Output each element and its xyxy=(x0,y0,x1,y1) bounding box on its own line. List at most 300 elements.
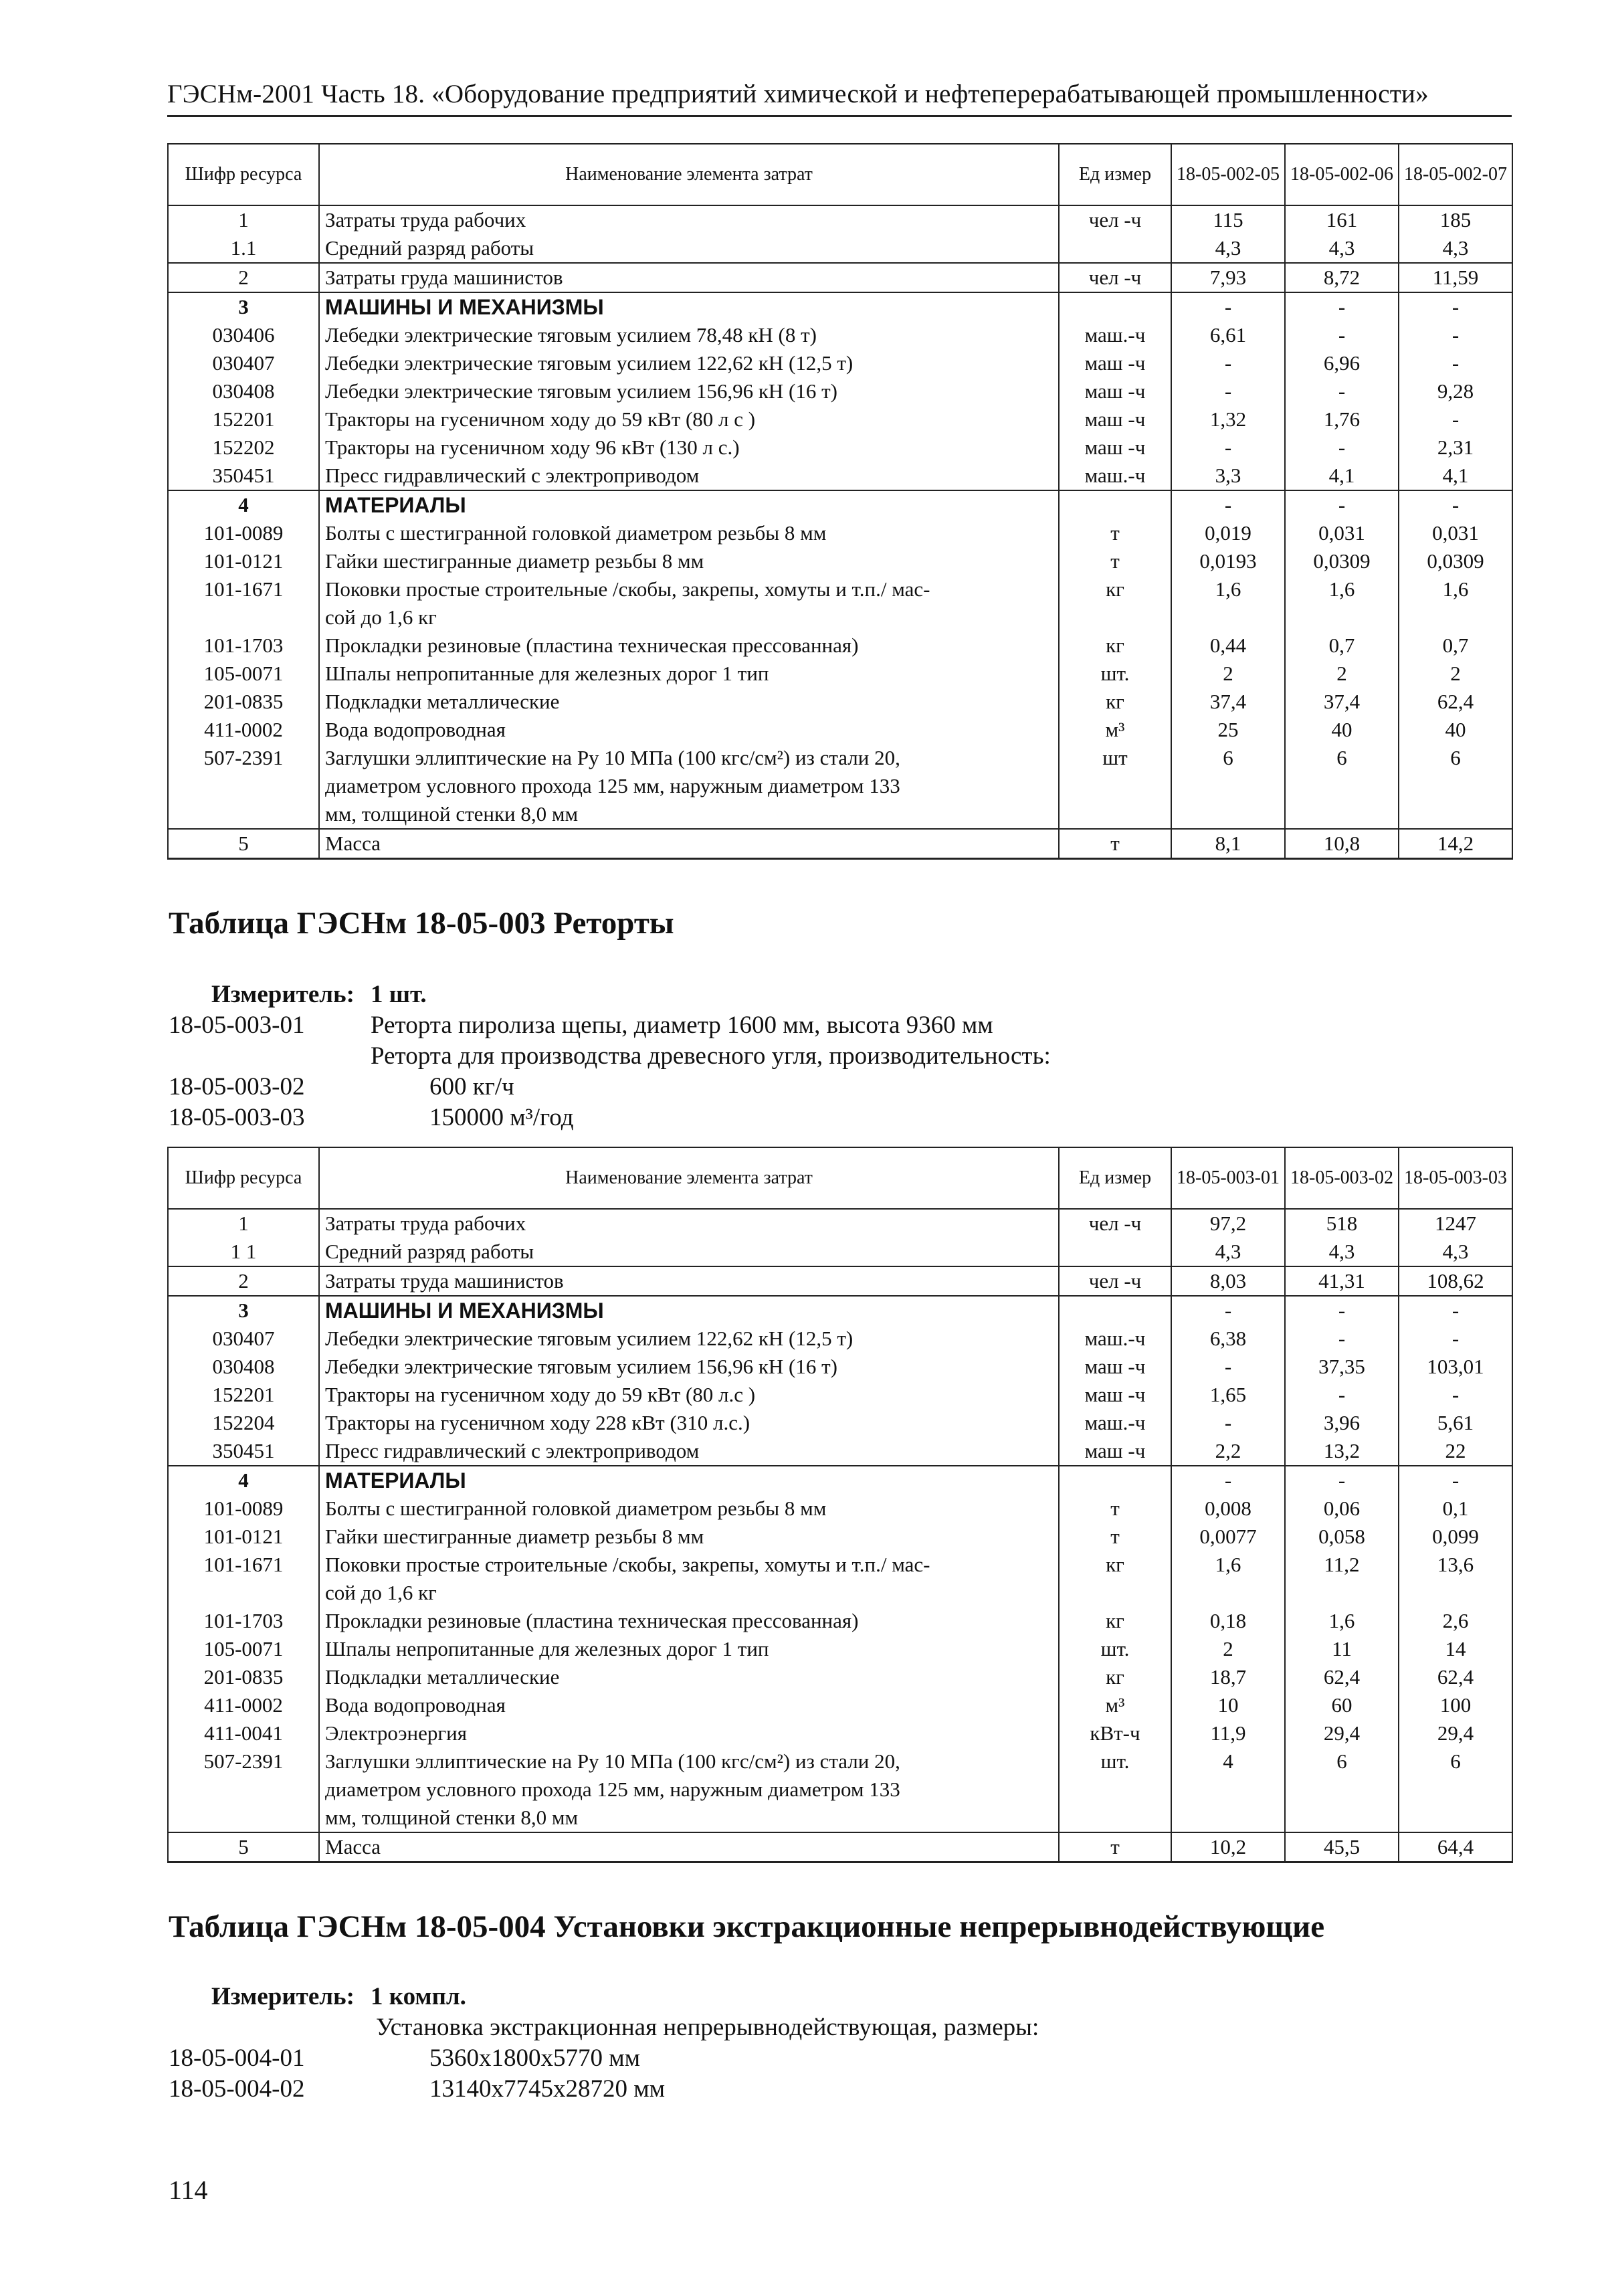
resource-code: 101-1703 xyxy=(168,632,319,660)
measure-unit: 1 компл. xyxy=(371,1983,466,2010)
resource-name xyxy=(319,1832,1059,1862)
row-name-line: Затраты труда рабочих xyxy=(325,208,526,231)
norm-value: - xyxy=(1399,1381,1512,1409)
resource-unit: кг xyxy=(1059,688,1171,716)
resource-table-18-05-003 xyxy=(167,1147,1513,1863)
resource-code: 030406 xyxy=(168,321,319,349)
norm-value: 6 xyxy=(1285,1747,1399,1832)
resource-unit xyxy=(1059,1466,1171,1495)
resource-name xyxy=(319,1381,1059,1409)
resource-code: 152204 xyxy=(168,1409,319,1437)
row-name-line: Пресс гидравлический с электроприводом xyxy=(325,464,700,487)
item-description: 5360x1800x5770 мм xyxy=(429,2044,641,2072)
norm-value: 62,4 xyxy=(1285,1663,1399,1691)
resource-name xyxy=(319,1635,1059,1663)
norm-value: - xyxy=(1399,490,1512,519)
norm-value: - xyxy=(1285,1381,1399,1409)
resource-code: 411-0002 xyxy=(168,1691,319,1719)
resource-code: 201-0835 xyxy=(168,688,319,716)
resource-unit: маш.-ч xyxy=(1059,1409,1171,1437)
norm-value: - xyxy=(1171,490,1285,519)
row-name-line: МАТЕРИАЛЫ xyxy=(325,493,466,517)
resource-code: 030408 xyxy=(168,377,319,405)
norm-value: 0,0309 xyxy=(1399,547,1512,575)
resource-name xyxy=(319,1353,1059,1381)
norm-value: - xyxy=(1399,1296,1512,1325)
row-name-line: Лебедки электрические тяговым усилием 156,96 кН (16 т) xyxy=(325,379,837,403)
table-row xyxy=(168,1691,1512,1719)
resource-unit: кг xyxy=(1059,1607,1171,1635)
resource-unit: кВт-ч xyxy=(1059,1719,1171,1747)
norm-value: 6 xyxy=(1285,744,1399,829)
norm-value: 2,31 xyxy=(1399,434,1512,462)
resource-name xyxy=(319,205,1059,234)
norm-value: 1,65 xyxy=(1171,1381,1285,1409)
table-row xyxy=(168,1353,1512,1381)
resource-code: 1 1 xyxy=(168,1238,319,1266)
row-name-line: Поковки простые строительные /скобы, закрепы, хомуты и т.п./ мас- xyxy=(325,577,930,601)
norm-value: 11,59 xyxy=(1399,263,1512,292)
column-header-unit: Ед измер xyxy=(1059,144,1171,205)
norm-value: 1,6 xyxy=(1285,575,1399,632)
norm-value: 8,1 xyxy=(1171,829,1285,859)
resource-unit xyxy=(1059,234,1171,263)
resource-unit: чел -ч xyxy=(1059,1209,1171,1238)
row-name-line: Масса xyxy=(325,832,381,855)
item-code: 18-05-003-03 xyxy=(169,1104,305,1131)
norm-value: - xyxy=(1171,377,1285,405)
resource-code: 030408 xyxy=(168,1353,319,1381)
row-name-line: Прокладки резиновые (пластина техническая прессованная) xyxy=(325,634,859,657)
resource-code: 2 xyxy=(168,1266,319,1296)
resource-unit xyxy=(1059,292,1171,321)
table-row xyxy=(168,462,1512,490)
resource-name xyxy=(319,575,1059,632)
norm-value: 37,4 xyxy=(1171,688,1285,716)
resource-name xyxy=(319,1663,1059,1691)
table-row xyxy=(168,1551,1512,1607)
row-name-line: мм, толщиной стенки 8,0 мм xyxy=(325,802,579,826)
row-name-line: Затраты труда рабочих xyxy=(325,1212,526,1235)
norm-value: 0,008 xyxy=(1171,1495,1285,1523)
resource-code: 101-0121 xyxy=(168,1523,319,1551)
resource-name xyxy=(319,349,1059,377)
resource-unit: маш -ч xyxy=(1059,405,1171,434)
column-header-norm: 18-05-003-03 xyxy=(1399,1147,1512,1209)
resource-table-18-05-002 xyxy=(167,143,1513,860)
resource-code: 101-0121 xyxy=(168,547,319,575)
row-name-line: Подкладки металлические xyxy=(325,690,560,713)
norm-value: 14,2 xyxy=(1399,829,1512,859)
item-description: 600 кг/ч xyxy=(429,1073,514,1101)
resource-code: 411-0002 xyxy=(168,716,319,744)
norm-value: 14 xyxy=(1399,1635,1512,1663)
table-row xyxy=(168,660,1512,688)
resource-code: 4 xyxy=(168,490,319,519)
norm-value: 40 xyxy=(1285,716,1399,744)
norm-value: - xyxy=(1285,321,1399,349)
column-header-unit: Ед измер xyxy=(1059,1147,1171,1209)
norm-value: 4,3 xyxy=(1399,1238,1512,1266)
row-name-line: Электроэнергия xyxy=(325,1721,467,1745)
table-row xyxy=(168,434,1512,462)
resource-unit: маш.-ч xyxy=(1059,462,1171,490)
resource-unit: т xyxy=(1059,519,1171,547)
norm-value: 161 xyxy=(1285,205,1399,234)
resource-code: 507-2391 xyxy=(168,1747,319,1832)
norm-value: 0,031 xyxy=(1399,519,1512,547)
norm-value: 1,6 xyxy=(1285,1607,1399,1635)
norm-value: 22 xyxy=(1399,1437,1512,1466)
measure-unit: 1 шт. xyxy=(371,981,427,1008)
resource-code: 2 xyxy=(168,263,319,292)
norm-value: - xyxy=(1399,292,1512,321)
resource-unit: кг xyxy=(1059,575,1171,632)
resource-code: 507-2391 xyxy=(168,744,319,829)
resource-code: 411-0041 xyxy=(168,1719,319,1747)
resource-unit xyxy=(1059,490,1171,519)
norm-value: 37,35 xyxy=(1285,1353,1399,1381)
table-row xyxy=(168,575,1512,632)
resource-unit: шт xyxy=(1059,744,1171,829)
row-name-line: Шпалы непропитанные для железных дорог 1 тип xyxy=(325,1637,769,1660)
table-title-18-05-003: Таблица ГЭСНм 18-05-003 Реторты xyxy=(169,906,674,941)
resource-name xyxy=(319,263,1059,292)
table-title-18-05-004: Таблица ГЭСНм 18-05-004 Установки экстракционные непрерывнодействующие xyxy=(169,1909,1325,1944)
row-name-line: МАТЕРИАЛЫ xyxy=(325,1468,466,1493)
column-header-name: Наименование элемента затрат xyxy=(319,144,1059,205)
resource-unit: кг xyxy=(1059,1663,1171,1691)
resource-unit: маш.-ч xyxy=(1059,1325,1171,1353)
norm-value: 11,2 xyxy=(1285,1551,1399,1607)
norm-value: 2,2 xyxy=(1171,1437,1285,1466)
resource-unit: т xyxy=(1059,547,1171,575)
norm-value: 6,61 xyxy=(1171,321,1285,349)
table-row xyxy=(168,1523,1512,1551)
resource-name xyxy=(319,519,1059,547)
norm-value: 1,6 xyxy=(1171,575,1285,632)
resource-name xyxy=(319,660,1059,688)
table-row xyxy=(168,519,1512,547)
resource-unit: маш -ч xyxy=(1059,377,1171,405)
column-header-name: Наименование элемента затрат xyxy=(319,1147,1059,1209)
norm-value: 29,4 xyxy=(1285,1719,1399,1747)
norm-value: 1,76 xyxy=(1285,405,1399,434)
table-row xyxy=(168,1607,1512,1635)
norm-value: 4,3 xyxy=(1171,1238,1285,1266)
resource-unit: м³ xyxy=(1059,1691,1171,1719)
norm-value: 108,62 xyxy=(1399,1266,1512,1296)
table-row xyxy=(168,1409,1512,1437)
row-name-line: Масса xyxy=(325,1835,381,1858)
resource-unit: кг xyxy=(1059,632,1171,660)
norm-value: - xyxy=(1285,1296,1399,1325)
norm-value: 1,6 xyxy=(1399,575,1512,632)
resource-code: 105-0071 xyxy=(168,1635,319,1663)
norm-value: - xyxy=(1171,1409,1285,1437)
norm-value: 45,5 xyxy=(1285,1832,1399,1862)
resource-unit: маш -ч xyxy=(1059,1353,1171,1381)
row-name-line: Затраты груда машинистов xyxy=(325,266,563,289)
resource-name xyxy=(319,1495,1059,1523)
resource-unit: маш -ч xyxy=(1059,1437,1171,1466)
row-name-line: Лебедки электрические тяговым усилием 122,62 кН (12,5 т) xyxy=(325,351,854,375)
column-header-code: Шифр ресурса xyxy=(168,144,319,205)
norm-value: 2 xyxy=(1399,660,1512,688)
row-name-line: Средний разряд работы xyxy=(325,236,534,260)
table-row xyxy=(168,292,1512,321)
norm-value: 103,01 xyxy=(1399,1353,1512,1381)
resource-unit: чел -ч xyxy=(1059,1266,1171,1296)
row-name-line: Тракторы на гусеничном ходу до 59 кВт (80 л.с ) xyxy=(325,1383,756,1406)
resource-name xyxy=(319,716,1059,744)
norm-value: 0,0193 xyxy=(1171,547,1285,575)
item-description: 150000 м³/год xyxy=(429,1104,574,1131)
norm-value: 4,1 xyxy=(1399,462,1512,490)
norm-value: 0,7 xyxy=(1285,632,1399,660)
table-row xyxy=(168,744,1512,829)
measure-block-18-05-004 xyxy=(169,1982,1373,2105)
norm-value: 97,2 xyxy=(1171,1209,1285,1238)
resource-code: 101-1703 xyxy=(168,1607,319,1635)
resource-code: 5 xyxy=(168,1832,319,1862)
row-name-line: Гайки шестигранные диаметр резьбы 8 мм xyxy=(325,1525,704,1548)
resource-name xyxy=(319,377,1059,405)
table-row xyxy=(168,688,1512,716)
resource-name xyxy=(319,234,1059,263)
page-number: 114 xyxy=(169,2175,208,2205)
item-group-description: Реторта для производства древесного угля, производительность: xyxy=(371,1042,1051,1070)
resource-code: 3 xyxy=(168,292,319,321)
resource-name xyxy=(319,1523,1059,1551)
row-name-line: Гайки шестигранные диаметр резьбы 8 мм xyxy=(325,549,704,573)
norm-value: 29,4 xyxy=(1399,1719,1512,1747)
norm-value: 7,93 xyxy=(1171,263,1285,292)
norm-value: - xyxy=(1399,405,1512,434)
measure-block-18-05-003 xyxy=(169,979,1373,1133)
resource-unit: т xyxy=(1059,1495,1171,1523)
resource-code: 105-0071 xyxy=(168,660,319,688)
norm-value: 8,72 xyxy=(1285,263,1399,292)
resource-name xyxy=(319,744,1059,829)
norm-value: 13,6 xyxy=(1399,1551,1512,1607)
resource-name xyxy=(319,632,1059,660)
row-name-line: Болты с шестигранной головкой диаметром резьбы 8 мм xyxy=(325,1497,827,1520)
norm-value: 13,2 xyxy=(1285,1437,1399,1466)
norm-value: 1,32 xyxy=(1171,405,1285,434)
resource-name xyxy=(319,688,1059,716)
norm-value: - xyxy=(1285,377,1399,405)
resource-code: 101-0089 xyxy=(168,1495,319,1523)
resource-code: 5 xyxy=(168,829,319,859)
resource-name xyxy=(319,829,1059,859)
norm-value: - xyxy=(1171,292,1285,321)
row-name-line: Болты с шестигранной головкой диаметром резьбы 8 мм xyxy=(325,521,827,545)
resource-name xyxy=(319,1691,1059,1719)
column-header-norm: 18-05-002-06 xyxy=(1285,144,1399,205)
table-row xyxy=(168,716,1512,744)
norm-value: - xyxy=(1171,1353,1285,1381)
resource-name xyxy=(319,1209,1059,1238)
norm-value: 2 xyxy=(1285,660,1399,688)
resource-name xyxy=(319,1719,1059,1747)
norm-value: - xyxy=(1285,434,1399,462)
norm-value: 0,0309 xyxy=(1285,547,1399,575)
norm-value: 100 xyxy=(1399,1691,1512,1719)
norm-value: - xyxy=(1171,349,1285,377)
resource-code: 1 xyxy=(168,1209,319,1238)
norm-value: - xyxy=(1399,321,1512,349)
norm-value: - xyxy=(1171,1296,1285,1325)
table-row xyxy=(168,349,1512,377)
row-name-line: Лебедки электрические тяговым усилием 156,96 кН (16 т) xyxy=(325,1355,837,1378)
resource-unit xyxy=(1059,1238,1171,1266)
row-name-line: диаметром условного прохода 125 мм, наружным диаметром 133 xyxy=(325,1778,900,1801)
table-row xyxy=(168,1325,1512,1353)
norm-value: 11 xyxy=(1285,1635,1399,1663)
row-name-line: сой до 1,6 кг xyxy=(325,605,437,629)
resource-name xyxy=(319,405,1059,434)
norm-value: 6 xyxy=(1399,1747,1512,1832)
row-name-line: Заглушки эллиптические на Ру 10 МПа (100 кгс/см²) из стали 20, xyxy=(325,746,900,769)
resource-unit: шт. xyxy=(1059,1747,1171,1832)
page-header: ГЭСНм-2001 Часть 18. «Оборудование предприятий химической и нефтеперерабатывающей промышленности» xyxy=(167,79,1512,117)
item-code: 18-05-004-01 xyxy=(169,2044,305,2072)
table-row xyxy=(168,405,1512,434)
norm-value: - xyxy=(1285,1325,1399,1353)
item-description: Реторта пиролиза щепы, диаметр 1600 мм, высота 9360 мм xyxy=(371,1012,993,1039)
measure-label: Измеритель: xyxy=(211,1983,355,2010)
norm-value: 11,9 xyxy=(1171,1719,1285,1747)
norm-value: - xyxy=(1171,1466,1285,1495)
norm-value: 37,4 xyxy=(1285,688,1399,716)
item-code: 18-05-004-02 xyxy=(169,2075,305,2103)
row-name-line: мм, толщиной стенки 8,0 мм xyxy=(325,1806,579,1829)
resource-code: 4 xyxy=(168,1466,319,1495)
resource-name xyxy=(319,1551,1059,1607)
norm-value: 4 xyxy=(1171,1747,1285,1832)
norm-value: - xyxy=(1285,490,1399,519)
resource-unit: шт. xyxy=(1059,1635,1171,1663)
resource-unit: чел -ч xyxy=(1059,263,1171,292)
row-name-line: Тракторы на гусеничном ходу до 59 кВт (80 л с ) xyxy=(325,407,756,431)
row-name-line: Тракторы на гусеничном ходу 228 кВт (310 л.с.) xyxy=(325,1411,750,1434)
resource-name xyxy=(319,1325,1059,1353)
norm-value: 3,3 xyxy=(1171,462,1285,490)
row-name-line: МАШИНЫ И МЕХАНИЗМЫ xyxy=(325,1299,604,1323)
norm-value: 10 xyxy=(1171,1691,1285,1719)
resource-unit: чел -ч xyxy=(1059,205,1171,234)
norm-value: 0,1 xyxy=(1399,1495,1512,1523)
resource-code: 1 xyxy=(168,205,319,234)
table-row xyxy=(168,205,1512,234)
resource-name xyxy=(319,490,1059,519)
norm-value: 0,44 xyxy=(1171,632,1285,660)
resource-name xyxy=(319,1238,1059,1266)
norm-value: - xyxy=(1171,434,1285,462)
resource-name xyxy=(319,1747,1059,1832)
resource-unit: т xyxy=(1059,829,1171,859)
norm-value: 0,0077 xyxy=(1171,1523,1285,1551)
resource-code: 350451 xyxy=(168,462,319,490)
norm-value: 0,019 xyxy=(1171,519,1285,547)
norm-value: - xyxy=(1285,1466,1399,1495)
row-name-line: Лебедки электрические тяговым усилием 78,48 кН (8 т) xyxy=(325,323,817,347)
norm-value: 4,3 xyxy=(1171,234,1285,263)
norm-value: 2 xyxy=(1171,1635,1285,1663)
row-name-line: Шпалы непропитанные для железных дорог 1 тип xyxy=(325,662,769,685)
resource-name xyxy=(319,292,1059,321)
norm-value: 5,61 xyxy=(1399,1409,1512,1437)
resource-name xyxy=(319,321,1059,349)
item-description: 13140x7745x28720 мм xyxy=(429,2075,666,2103)
column-header-norm: 18-05-003-01 xyxy=(1171,1147,1285,1209)
row-name-line: сой до 1,6 кг xyxy=(325,1581,437,1604)
norm-value: 6,38 xyxy=(1171,1325,1285,1353)
resource-unit: маш.-ч xyxy=(1059,321,1171,349)
norm-value: 41,31 xyxy=(1285,1266,1399,1296)
norm-value: - xyxy=(1399,349,1512,377)
resource-unit: м³ xyxy=(1059,716,1171,744)
row-name-line: Заглушки эллиптические на Ру 10 МПа (100 кгс/см²) из стали 20, xyxy=(325,1749,900,1773)
norm-value: 115 xyxy=(1171,205,1285,234)
norm-value: 40 xyxy=(1399,716,1512,744)
table-row xyxy=(168,490,1512,519)
row-name-line: Поковки простые строительные /скобы, закрепы, хомуты и т.п./ мас- xyxy=(325,1553,930,1576)
norm-value: - xyxy=(1399,1325,1512,1353)
norm-value: 64,4 xyxy=(1399,1832,1512,1862)
norm-value: 1247 xyxy=(1399,1209,1512,1238)
norm-value: 518 xyxy=(1285,1209,1399,1238)
column-header-norm: 18-05-002-07 xyxy=(1399,144,1512,205)
norm-value: 0,06 xyxy=(1285,1495,1399,1523)
resource-name xyxy=(319,1607,1059,1635)
resource-unit: кг xyxy=(1059,1551,1171,1607)
row-name-line: Средний разряд работы xyxy=(325,1240,534,1263)
norm-value: 8,03 xyxy=(1171,1266,1285,1296)
norm-value: 25 xyxy=(1171,716,1285,744)
resource-name xyxy=(319,1409,1059,1437)
table-row xyxy=(168,1209,1512,1238)
norm-value: 4,3 xyxy=(1399,234,1512,263)
resource-unit: т xyxy=(1059,1523,1171,1551)
table-row xyxy=(168,1747,1512,1832)
resource-code: 350451 xyxy=(168,1437,319,1466)
row-name-line: Затраты труда машинистов xyxy=(325,1269,564,1293)
resource-name xyxy=(319,1296,1059,1325)
resource-unit: шт. xyxy=(1059,660,1171,688)
column-header-norm: 18-05-003-02 xyxy=(1285,1147,1399,1209)
resource-code: 152201 xyxy=(168,405,319,434)
resource-unit xyxy=(1059,1296,1171,1325)
table-row xyxy=(168,829,1512,859)
resource-name xyxy=(319,547,1059,575)
item-group-description: Установка экстракционная непрерывнодействующая, размеры: xyxy=(376,2014,1039,2041)
norm-value: 3,96 xyxy=(1285,1409,1399,1437)
resource-code: 101-1671 xyxy=(168,1551,319,1607)
norm-value: 60 xyxy=(1285,1691,1399,1719)
table-row xyxy=(168,1437,1512,1466)
resource-code: 3 xyxy=(168,1296,319,1325)
resource-name xyxy=(319,1466,1059,1495)
row-name-line: Лебедки электрические тяговым усилием 122,62 кН (12,5 т) xyxy=(325,1327,854,1350)
row-name-line: Вода водопроводная xyxy=(325,1693,506,1717)
table-row xyxy=(168,1238,1512,1266)
item-code: 18-05-003-01 xyxy=(169,1012,305,1039)
norm-value: 1,6 xyxy=(1171,1551,1285,1607)
resource-unit: маш -ч xyxy=(1059,434,1171,462)
table-row xyxy=(168,1296,1512,1325)
